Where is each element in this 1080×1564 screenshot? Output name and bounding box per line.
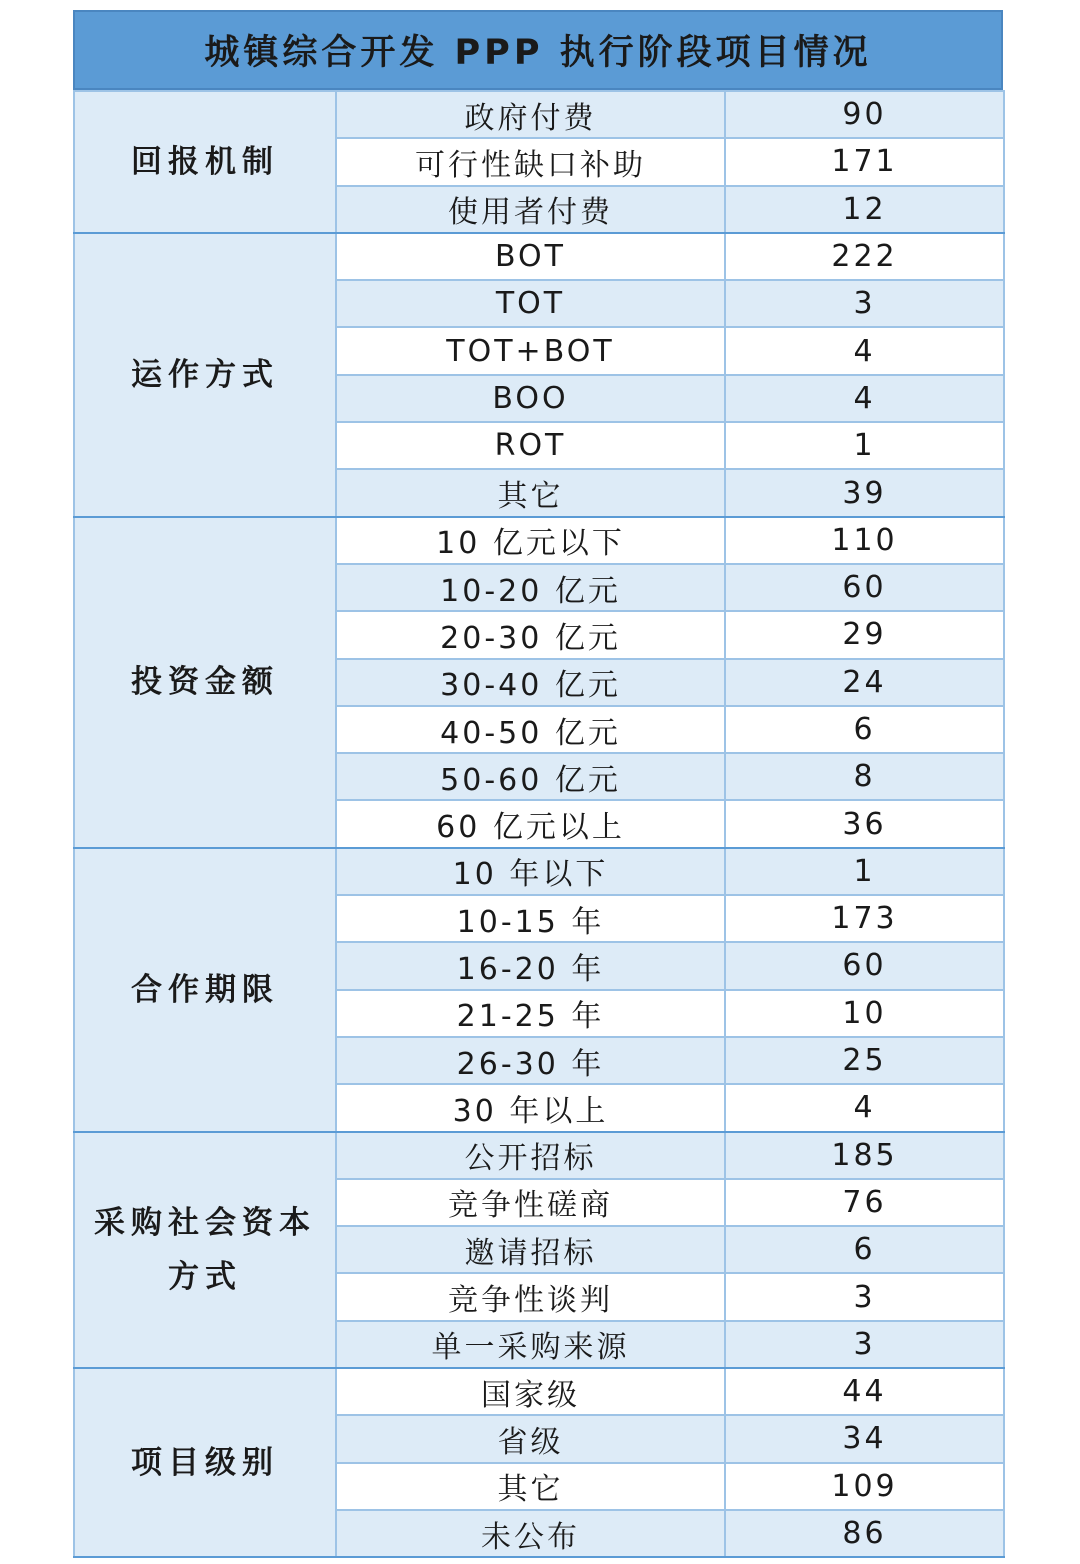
category-cell: 采购社会资本方式 xyxy=(74,1132,336,1368)
item-cell: ROT xyxy=(336,422,725,469)
value-cell: 222 xyxy=(725,233,1004,280)
item-cell: 其它 xyxy=(336,1463,725,1510)
category-cell: 回报机制 xyxy=(74,91,336,233)
item-cell: 省级 xyxy=(336,1415,725,1462)
category-cell: 项目级别 xyxy=(74,1368,336,1557)
value-cell: 60 xyxy=(725,564,1004,611)
item-cell: BOO xyxy=(336,375,725,422)
table-row xyxy=(74,91,1004,138)
item-cell: 50-60 亿元 xyxy=(336,753,725,800)
item-cell: 30 年以上 xyxy=(336,1084,725,1131)
value-cell: 4 xyxy=(725,327,1004,374)
value-cell: 10 xyxy=(725,990,1004,1037)
item-cell: 10 亿元以下 xyxy=(336,517,725,564)
value-cell: 76 xyxy=(725,1179,1004,1226)
item-cell: 竞争性磋商 xyxy=(336,1179,725,1226)
item-cell: 公开招标 xyxy=(336,1132,725,1179)
data-table xyxy=(73,90,1005,1558)
item-cell: 20-30 亿元 xyxy=(336,611,725,658)
value-cell: 60 xyxy=(725,942,1004,989)
value-cell: 1 xyxy=(725,848,1004,895)
item-cell: 政府付费 xyxy=(336,91,725,138)
item-cell: 可行性缺口补助 xyxy=(336,138,725,185)
value-cell: 4 xyxy=(725,1084,1004,1131)
item-cell: 未公布 xyxy=(336,1510,725,1557)
item-cell: 60 亿元以上 xyxy=(336,800,725,847)
table-row xyxy=(74,233,1004,280)
value-cell: 171 xyxy=(725,138,1004,185)
category-cell: 投资金额 xyxy=(74,517,336,848)
value-cell: 110 xyxy=(725,517,1004,564)
value-cell: 109 xyxy=(725,1463,1004,1510)
table-row xyxy=(74,1132,1004,1179)
item-cell: 10-15 年 xyxy=(336,895,725,942)
value-cell: 44 xyxy=(725,1368,1004,1415)
item-cell: 30-40 亿元 xyxy=(336,659,725,706)
table-row xyxy=(74,848,1004,895)
item-cell: 竞争性谈判 xyxy=(336,1273,725,1320)
value-cell: 3 xyxy=(725,1273,1004,1320)
item-cell: TOT+BOT xyxy=(336,327,725,374)
item-cell: 10-20 亿元 xyxy=(336,564,725,611)
ppp-table xyxy=(73,10,1003,1558)
category-cell: 运作方式 xyxy=(74,233,336,517)
item-cell: 国家级 xyxy=(336,1368,725,1415)
item-cell: 其它 xyxy=(336,469,725,516)
value-cell: 185 xyxy=(725,1132,1004,1179)
item-cell: 26-30 年 xyxy=(336,1037,725,1084)
item-cell: 10 年以下 xyxy=(336,848,725,895)
value-cell: 86 xyxy=(725,1510,1004,1557)
item-cell: 16-20 年 xyxy=(336,942,725,989)
value-cell: 3 xyxy=(725,280,1004,327)
item-cell: 单一采购来源 xyxy=(336,1321,725,1368)
value-cell: 90 xyxy=(725,91,1004,138)
value-cell: 39 xyxy=(725,469,1004,516)
value-cell: 25 xyxy=(725,1037,1004,1084)
value-cell: 6 xyxy=(725,1226,1004,1273)
item-cell: 40-50 亿元 xyxy=(336,706,725,753)
value-cell: 8 xyxy=(725,753,1004,800)
table-body xyxy=(74,91,1004,1557)
table-title: 城镇综合开发 PPP 执行阶段项目情况 xyxy=(73,10,1003,90)
value-cell: 3 xyxy=(725,1321,1004,1368)
item-cell: 邀请招标 xyxy=(336,1226,725,1273)
value-cell: 173 xyxy=(725,895,1004,942)
value-cell: 6 xyxy=(725,706,1004,753)
table-row xyxy=(74,517,1004,564)
item-cell: 21-25 年 xyxy=(336,990,725,1037)
value-cell: 36 xyxy=(725,800,1004,847)
value-cell: 24 xyxy=(725,659,1004,706)
value-cell: 4 xyxy=(725,375,1004,422)
item-cell: BOT xyxy=(336,233,725,280)
value-cell: 34 xyxy=(725,1415,1004,1462)
item-cell: TOT xyxy=(336,280,725,327)
table-row xyxy=(74,1368,1004,1415)
value-cell: 1 xyxy=(725,422,1004,469)
category-cell: 合作期限 xyxy=(74,848,336,1132)
item-cell: 使用者付费 xyxy=(336,186,725,233)
value-cell: 29 xyxy=(725,611,1004,658)
value-cell: 12 xyxy=(725,186,1004,233)
